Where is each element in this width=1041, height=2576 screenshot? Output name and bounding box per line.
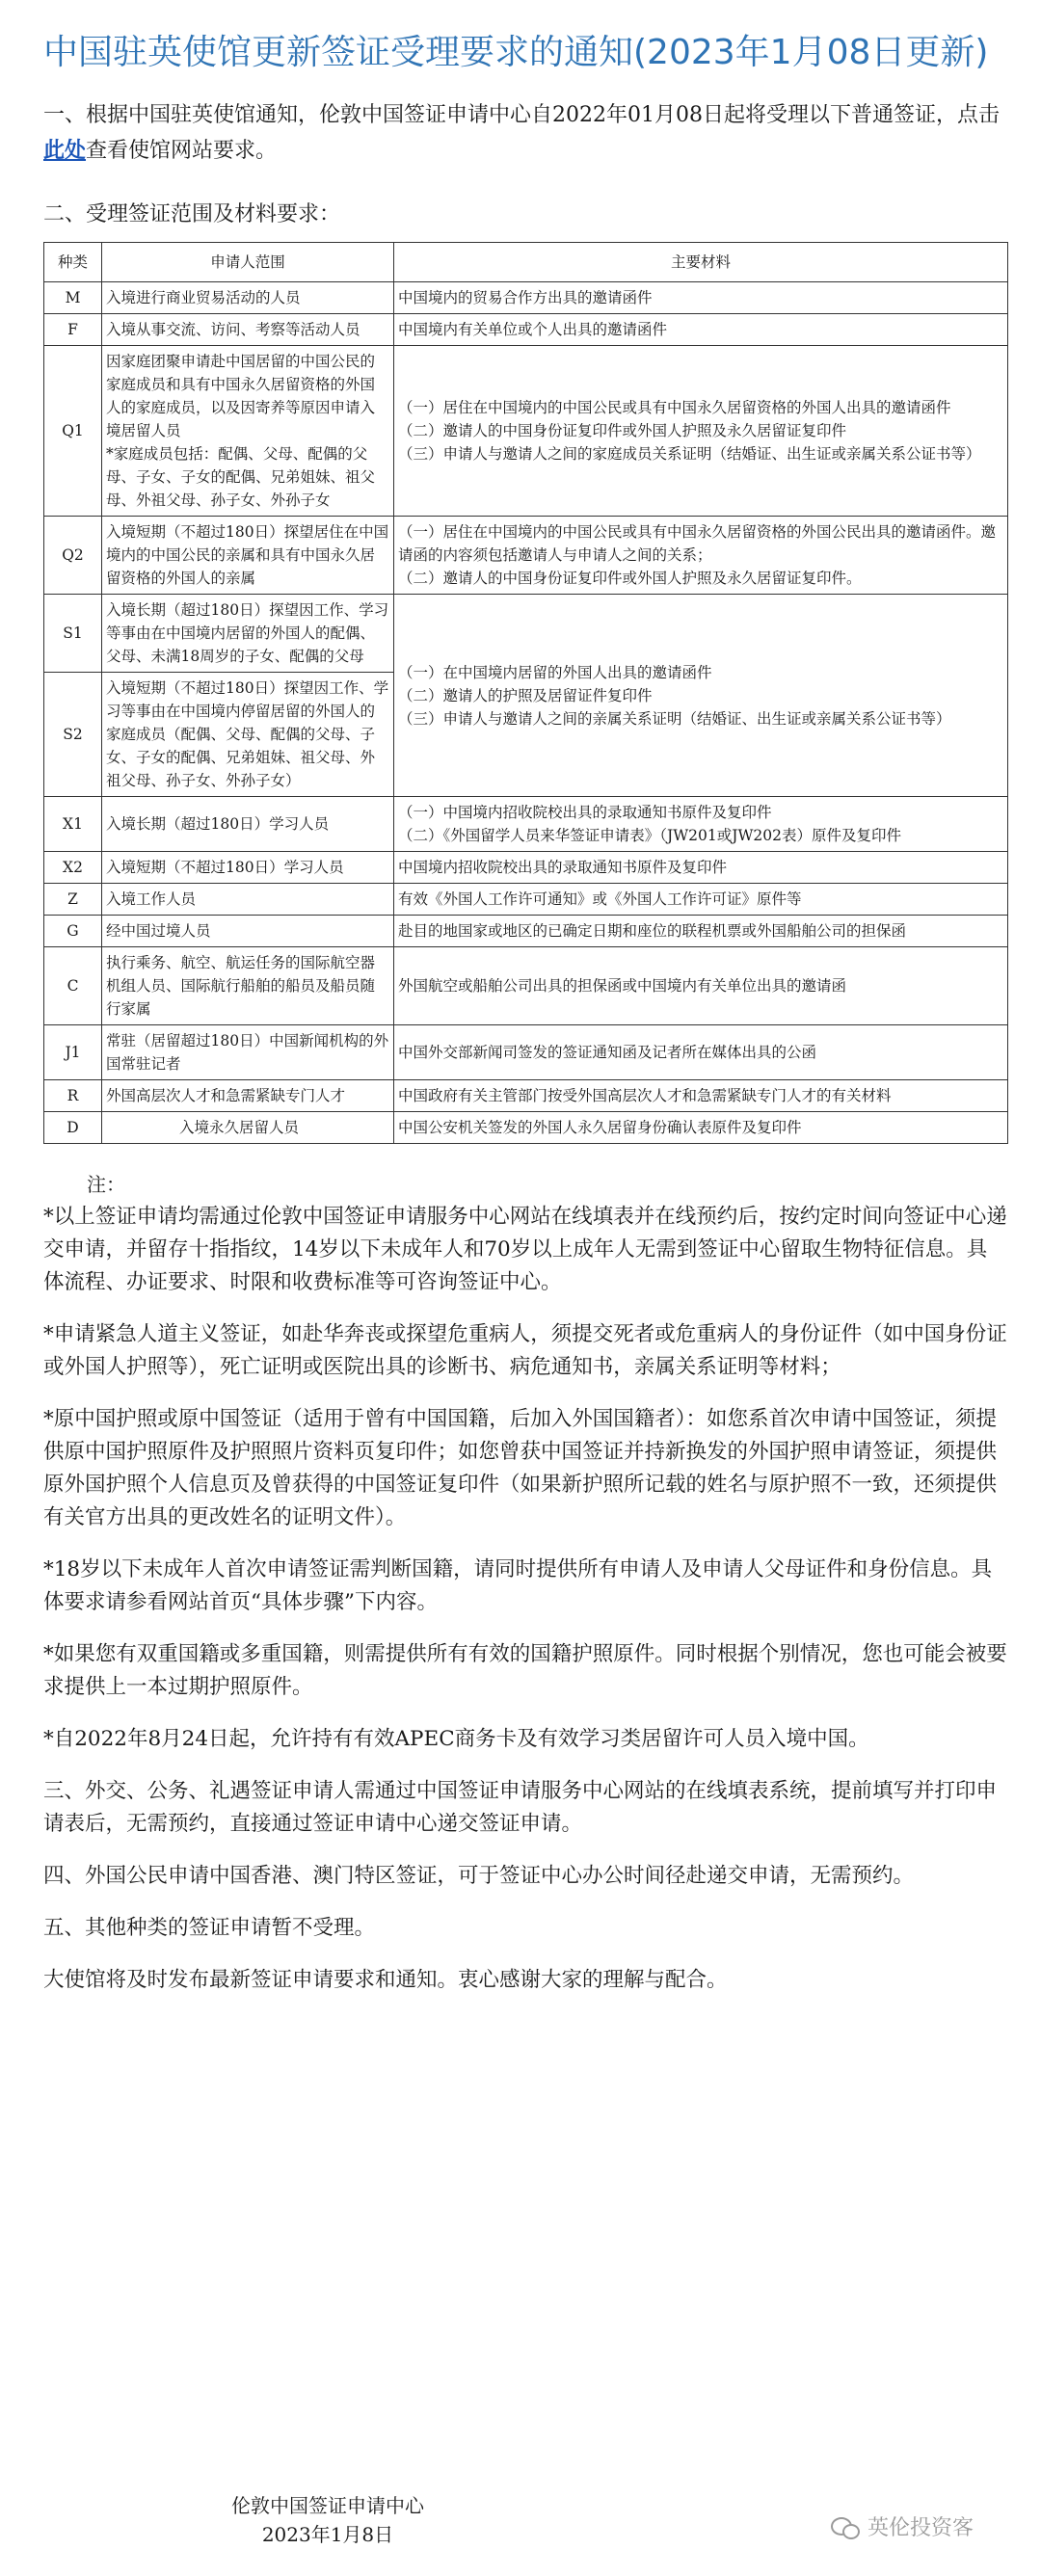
material-item: 中国境内的贸易合作方出具的邀请函件 (398, 289, 653, 306)
material-item: 赴目的地国家或地区的已确定日期和座位的联程机票或外国船舶公司的担保函 (398, 922, 907, 940)
main-materials (394, 947, 1008, 1025)
material-item: 中国境内招收院校出具的录取通知书原件及复印件 (398, 859, 728, 876)
table-row (44, 282, 1008, 314)
watermark (831, 2511, 974, 2541)
main-materials (394, 1080, 1008, 1112)
material-item: （三）申请人与邀请人之间的亲属关系证明（结婚证、出生证或亲属关系公证书等） (398, 709, 951, 728)
table-row (44, 1025, 1008, 1080)
main-materials (394, 1025, 1008, 1080)
visa-kind: M (44, 282, 102, 314)
main-materials (394, 797, 1008, 852)
watermark-text: 英伦投资客 (868, 2516, 974, 2540)
applicant-line: 因家庭团聚申请赴中国居留的中国公民的家庭成员和具有中国永久居留资格的外国人的家庭成员，以及因寄养等原因申请入境居留人员 (106, 353, 376, 439)
material-item: 外国航空或船舶公司出具的担保函或中国境内有关单位出具的邀请函 (398, 977, 847, 995)
main-materials (394, 916, 1008, 947)
visa-kind: X1 (44, 797, 102, 852)
intro-text-before: 一、根据中国驻英使馆通知，伦敦中国签证申请中心自2022年01月08日起将受理以下普通签证，点击 (43, 103, 1000, 127)
material-item: 中国境内有关单位或个人出具的邀请函件 (398, 321, 668, 338)
visa-kind: Q2 (44, 517, 102, 595)
material-item: 中国政府有关主管部门按受外国高层次人才和急需紧缺专门人才的有关材料 (398, 1087, 892, 1104)
visa-kind: D (44, 1112, 102, 1144)
table-row (44, 797, 1008, 852)
note-3: *原中国护照或原中国签证（适用于曾有中国国籍，后加入外国国籍者）：如您系首次申请中国签证，须提供原中国护照原件及护照照片资料页复印件；如您曾获中国签证并持新换发的外国护照申请签证，须提供原外国护照个人信息页及曾获得的中国签证复印件（如果新护照所记载的姓名与原护照不一致，还须提供有关官方出具的更改姓名的证明文件）。 (43, 1407, 998, 1529)
section-4: 四、外国公民申请中国香港、澳门特区签证，可于签证中心办公时间径赴递交申请，无需预约。 (43, 1864, 915, 1888)
closing-text: 大使馆将及时发布最新签证申请要求和通知。衷心感谢大家的理解与配合。 (43, 1968, 728, 1992)
note-5: *如果您有双重国籍或多重国籍，则需提供所有有效的国籍护照原件。同时根据个别情况，您也可能会被要求提供上一本过期护照原件。 (43, 1642, 1007, 1699)
applicant-scope: 入境长期（超过180日）探望因工作、学习等事由在中国境内居留的外国人的配偶、父母、未满18周岁的子女、配偶的父母 (102, 595, 394, 673)
notice-page (43, 29, 1007, 2016)
main-materials (394, 314, 1008, 346)
table-row (44, 314, 1008, 346)
section-2-heading: 二、受理签证范围及材料要求： (43, 202, 341, 226)
visa-kind: Q1 (44, 346, 102, 517)
main-materials (394, 346, 1008, 517)
visa-kind: J1 (44, 1025, 102, 1080)
material-item: （二）邀请人的护照及居留证件复印件 (398, 686, 653, 704)
table-row (44, 517, 1008, 595)
signature-org: 伦敦中国签证申请中心 (231, 2494, 424, 2517)
embassy-link[interactable]: 此处 (43, 138, 87, 163)
material-item: （一）在中国境内居留的外国人出具的邀请函件 (398, 663, 712, 681)
applicant-scope: 入境短期（不超过180日）探望居住在中国境内的中国公民的亲属和具有中国永久居留资格的外国人的亲属 (102, 517, 394, 595)
main-materials (394, 595, 1008, 797)
main-materials (394, 852, 1008, 884)
applicant-line: *家庭成员包括：配偶、父母、配偶的父母、子女、子女的配偶、兄弟姐妹、祖父母、外祖父母、孙子女、外孙子女 (106, 445, 376, 509)
main-materials (394, 884, 1008, 916)
visa-requirements-table (43, 242, 1008, 1144)
notes-title: 注： (87, 1173, 125, 1196)
applicant-scope: 执行乘务、航空、航运任务的国际航空器机组人员、国际航行船舶的船员及船员随行家属 (102, 947, 394, 1025)
note-2: *申请紧急人道主义签证，如赴华奔丧或探望危重病人，须提交死者或危重病人的身份证件（如中国身份证或外国人护照等），死亡证明或医院出具的诊断书、病危通知书，亲属关系证明等材料； (43, 1322, 1007, 1379)
visa-kind: F (44, 314, 102, 346)
main-materials (394, 282, 1008, 314)
note-6: *自2022年8月24日起，允许持有有效APEC商务卡及有效学习类居留许可人员入境中国。 (43, 1727, 869, 1751)
visa-kind: S1 (44, 595, 102, 673)
header-applicant: 申请人范围 (102, 243, 394, 282)
material-item: （三）申请人与邀请人之间的家庭成员关系证明（结婚证、出生证或亲属关系公证书等） (398, 445, 981, 463)
applicant-scope: 常驻（居留超过180日）中国新闻机构的外国常驻记者 (102, 1025, 394, 1080)
table-row (44, 916, 1008, 947)
section-3: 三、外交、公务、礼遇签证申请人需通过中国签证申请服务中心网站的在线填表系统，提前填写并打印申请表后，无需预约，直接通过签证申请中心递交签证申请。 (43, 1779, 998, 1836)
applicant-scope: 外国高层次人才和急需紧缺专门人才 (102, 1080, 394, 1112)
material-item: 中国外交部新闻司签发的签证通知函及记者所在媒体出具的公函 (398, 1044, 817, 1061)
table-row (44, 947, 1008, 1025)
material-item: （二）邀请人的中国身份证复印件或外国人护照及永久居留证复印件。 (398, 570, 862, 587)
table-row (44, 884, 1008, 916)
header-kind: 种类 (44, 243, 102, 282)
note-4: *18岁以下未成年人首次申请签证需判断国籍，请同时提供所有申请人及申请人父母证件和身份信息。具体要求请参看网站首页“具体步骤”下内容。 (43, 1557, 993, 1614)
table-row (44, 1080, 1008, 1112)
page-title: 中国驻英使馆更新签证受理要求的通知(2023年1月08日更新) (43, 33, 989, 72)
material-item: （一）居住在中国境内的中国公民或具有中国永久居留资格的外国人出具的邀请函件 (398, 399, 951, 416)
section-5: 五、其他种类的签证申请暂不受理。 (43, 1916, 376, 1940)
visa-kind: C (44, 947, 102, 1025)
visa-kind: S2 (44, 673, 102, 797)
intro-text-after: 查看使馆网站要求。 (86, 139, 278, 163)
applicant-scope: 入境从事交流、访问、考察等活动人员 (102, 314, 394, 346)
table-row (44, 1112, 1008, 1144)
material-item: （一）中国境内招收院校出具的录取通知书原件及复印件 (398, 804, 772, 821)
visa-kind: X2 (44, 852, 102, 884)
applicant-scope: 经中国过境人员 (102, 916, 394, 947)
signature-date: 2023年1月8日 (261, 2523, 394, 2546)
applicant-scope: 入境永久居留人员 (102, 1112, 394, 1144)
material-item: （一）居住在中国境内的中国公民或具有中国永久居留资格的外国公民出具的邀请函件。邀请函的内容须包括邀请人与申请人之间的关系； (398, 523, 997, 564)
header-materials: 主要材料 (394, 243, 1008, 282)
visa-kind: R (44, 1080, 102, 1112)
table-row (44, 852, 1008, 884)
applicant-scope: 入境短期（不超过180日）学习人员 (102, 852, 394, 884)
material-item: 有效《外国人工作许可通知》或《外国人工作许可证》原件等 (398, 890, 802, 908)
wechat-icon (831, 2515, 860, 2538)
table-header-row (44, 243, 1008, 282)
applicant-scope: 入境工作人员 (102, 884, 394, 916)
visa-kind: G (44, 916, 102, 947)
material-item: （二）邀请人的中国身份证复印件或外国人护照及永久居留证复印件 (398, 422, 847, 439)
material-item: 中国公安机关签发的外国人永久居留身份确认表原件及复印件 (398, 1119, 802, 1136)
main-materials (394, 1112, 1008, 1144)
signature-block (231, 2491, 424, 2549)
main-materials (394, 517, 1008, 595)
note-1: *以上签证申请均需通过伦敦中国签证申请服务中心网站在线填表并在线预约后，按约定时间向签证中心递交申请，并留存十指指纹，14岁以下未成年人和70岁以上成年人无需到签证中心留取生物特征信息。具体流程、办证要求、时限和收费标准等可咨询签证中心。 (43, 1205, 1007, 1294)
applicant-scope (102, 346, 394, 517)
intro-paragraph (43, 98, 1007, 169)
applicant-scope: 入境长期（超过180日）学习人员 (102, 797, 394, 852)
applicant-scope: 入境短期（不超过180日）探望因工作、学习等事由在中国境内停留居留的外国人的家庭成员（配偶、父母、配偶的父母、子女、子女的配偶、兄弟姐妹、祖父母、外祖父母、孙子女、外孙子女） (102, 673, 394, 797)
applicant-scope: 入境进行商业贸易活动的人员 (102, 282, 394, 314)
visa-kind: Z (44, 884, 102, 916)
table-row (44, 346, 1008, 517)
material-item: （二）《外国留学人员来华签证申请表》（JW201或JW202表）原件及复印件 (398, 827, 901, 844)
table-row (44, 595, 1008, 673)
